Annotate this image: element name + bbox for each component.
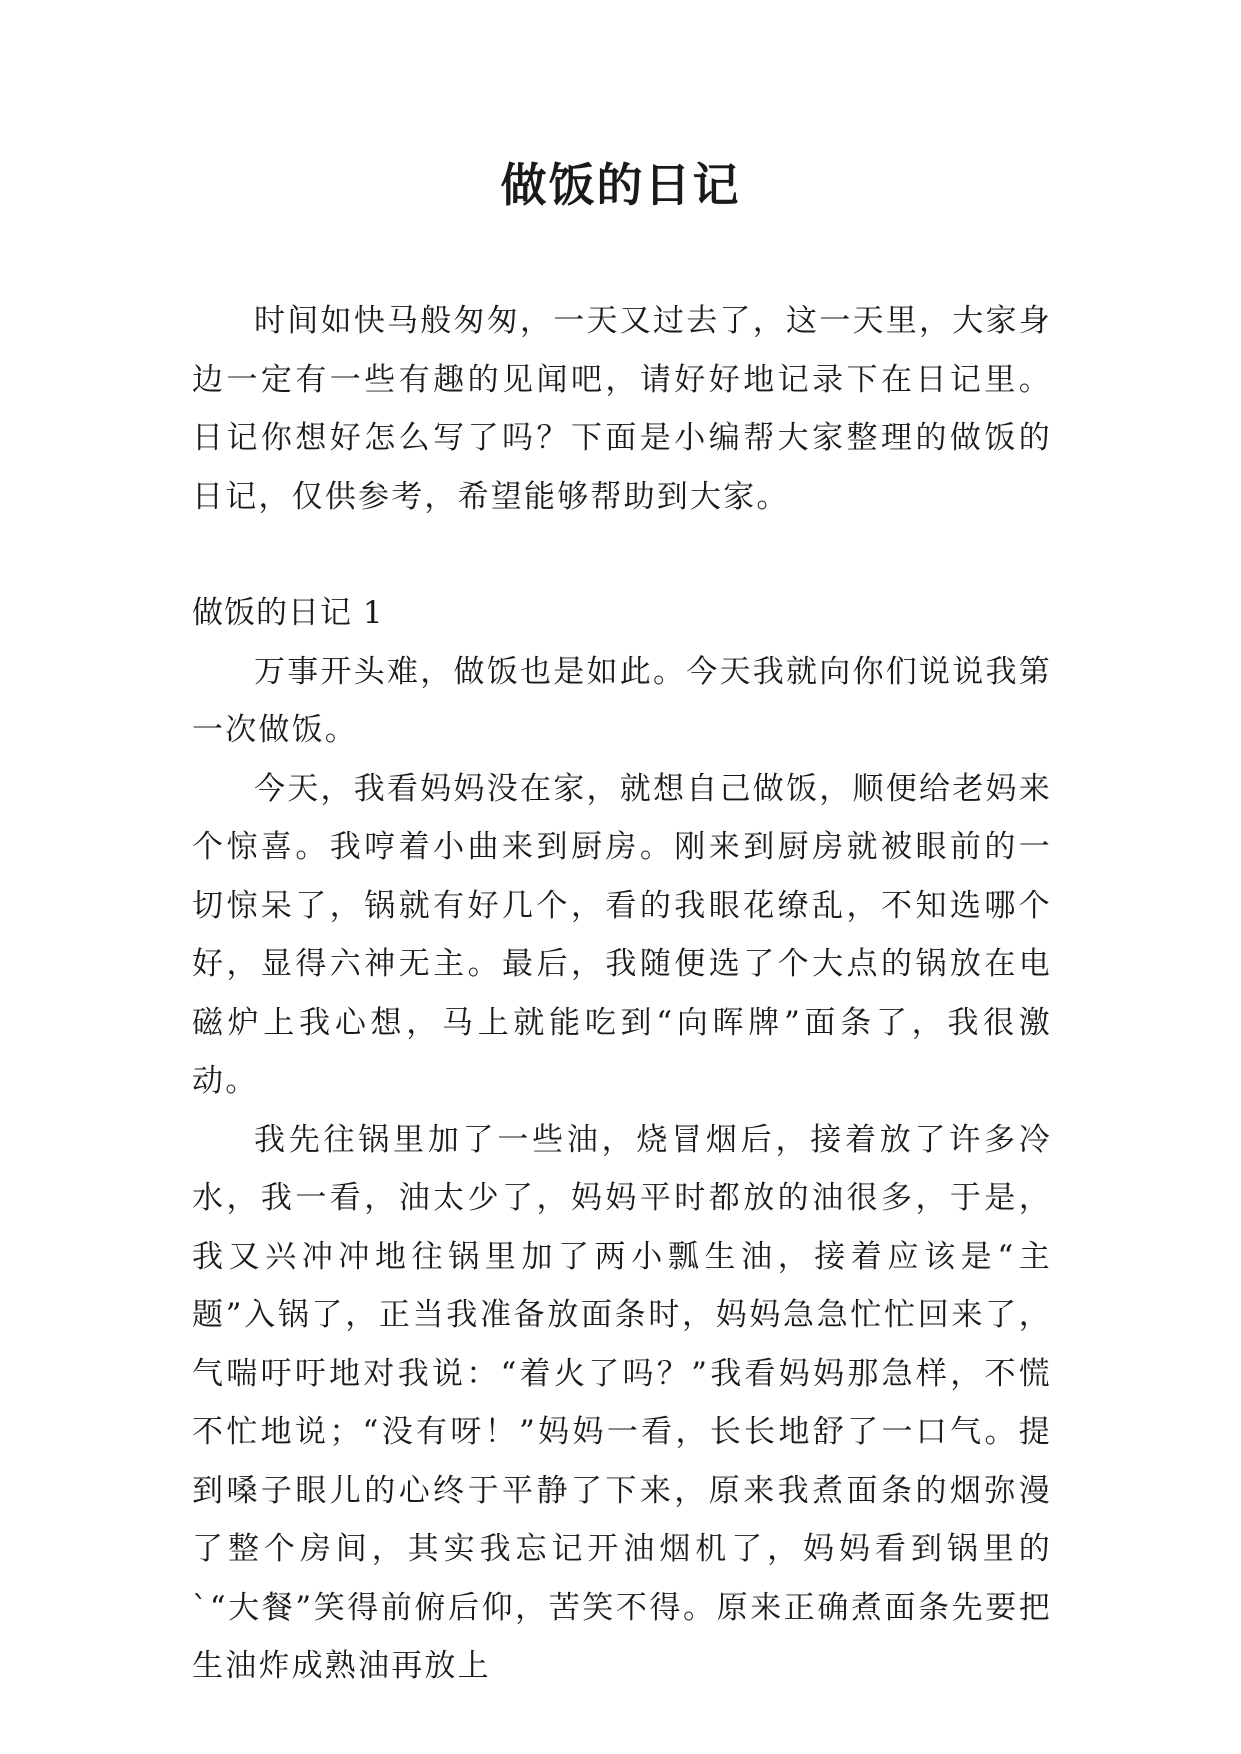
document-title: 做饭的日记 — [500, 158, 741, 212]
body-paragraph-2: 今天，我看妈妈没在家，就想自己做饭，顺便给老妈来个惊喜。我哼着小曲来到厨房。刚来到厨房就被眼前的一切惊呆了，锅就有好几个，看的我眼花缭乱，不知选哪个好，显得六神无主。最后，我随便选了个大点的锅放在电磁炉上我心想，马上就能吃到“向晖牌”面条了，我很激动。 — [192, 770, 1052, 1099]
section-heading: 做饭的日记 1 — [192, 595, 384, 631]
body-paragraph-3: 我先往锅里加了一些油，烧冒烟后，接着放了许多冷水，我一看，油太少了，妈妈平时都放的油很多，于是，我又兴冲冲地往锅里加了两小瓢生油，接着应该是“主题”入锅了，正当我准备放面条时，妈妈急急忙忙回来了，气喘吁吁地对我说：“着火了吗？”我看妈妈那急样，不慌不忙地说；“没有呀！”妈妈一看，长长地舒了一口气。提到嗓子眼儿的心终于平静了下来，原来我煮面条的烟弥漫了整个房间，其实我忘记开油烟机了，妈妈看到锅里的`“大餐”笑得前俯后仰，苦笑不得。原来正确煮面条先要把生油炸成熟油再放上 — [192, 1121, 1052, 1684]
intro-paragraph: 时间如快马般匆匆，一天又过去了，这一天里，大家身边一定有一些有趣的见闻吧，请好好地记录下在日记里。日记你想好怎么写了吗？下面是小编帮大家整理的做饭的日记，仅供参考，希望能够帮助到大家。 — [192, 303, 1052, 515]
document-body — [192, 292, 1052, 1696]
body-paragraph-1: 万事开头难，做饭也是如此。今天我就向你们说说我第一次做饭。 — [192, 653, 1052, 748]
